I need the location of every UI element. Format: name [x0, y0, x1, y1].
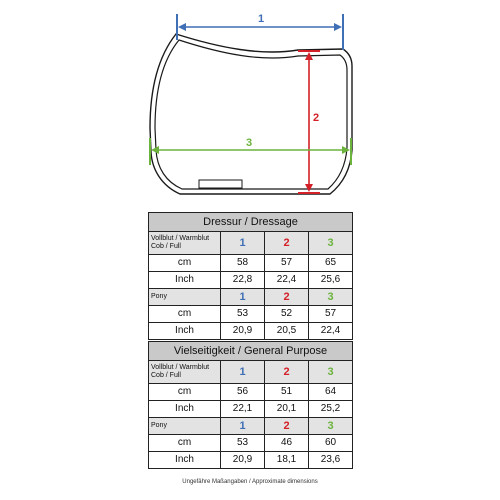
value-cell: 18,1 [265, 452, 309, 469]
unit-cell: Inch [149, 401, 221, 418]
unit-cell: cm [149, 435, 221, 452]
value-cell: 53 [221, 435, 265, 452]
table-title: Vielseitigkeit / General Purpose [149, 342, 353, 361]
dressage-size-table [148, 212, 353, 340]
dimension-3-label: 3 [245, 137, 253, 149]
column-1-header: 1 [221, 361, 265, 384]
value-cell: 25,6 [309, 272, 353, 289]
column-1-header: 1 [221, 289, 265, 306]
unit-cell: Inch [149, 272, 221, 289]
value-cell: 46 [265, 435, 309, 452]
column-2-header: 2 [265, 232, 309, 255]
size-group-label: Pony [149, 289, 221, 306]
saddle-pad-diagram [0, 0, 500, 205]
column-2-header: 2 [265, 418, 309, 435]
value-cell: 65 [309, 255, 353, 272]
saddle-pad-outline [150, 34, 352, 194]
unit-cell: cm [149, 306, 221, 323]
general-purpose-size-table [148, 341, 353, 469]
label-patch [199, 180, 242, 188]
value-cell: 60 [309, 435, 353, 452]
column-1-header: 1 [221, 418, 265, 435]
value-cell: 23,6 [309, 452, 353, 469]
dimension-1-label: 1 [257, 13, 265, 25]
table-title: Dressur / Dressage [149, 213, 353, 232]
value-cell: 51 [265, 384, 309, 401]
column-3-header: 3 [309, 361, 353, 384]
value-cell: 64 [309, 384, 353, 401]
value-cell: 22,1 [221, 401, 265, 418]
value-cell: 53 [221, 306, 265, 323]
value-cell: 56 [221, 384, 265, 401]
table-row [149, 452, 353, 469]
value-cell: 22,4 [309, 323, 353, 340]
unit-cell: Inch [149, 452, 221, 469]
value-cell: 25,2 [309, 401, 353, 418]
value-cell: 58 [221, 255, 265, 272]
table-row [149, 272, 353, 289]
value-cell: 20,9 [221, 323, 265, 340]
value-cell: 22,4 [265, 272, 309, 289]
value-cell: 22,8 [221, 272, 265, 289]
column-3-header: 3 [309, 418, 353, 435]
value-cell: 52 [265, 306, 309, 323]
footnote: Ungefähre Maßangaben / Approximate dimensions [182, 479, 318, 485]
table-row [149, 323, 353, 340]
value-cell: 20,9 [221, 452, 265, 469]
column-2-header: 2 [265, 289, 309, 306]
size-group-label: Vollblut / Warmblut Cob / Full [149, 361, 221, 384]
dimension-2-label: 2 [313, 112, 320, 124]
unit-cell: Inch [149, 323, 221, 340]
value-cell: 57 [309, 306, 353, 323]
table-row [149, 306, 353, 323]
column-2-header: 2 [265, 361, 309, 384]
pad-outer-outline [150, 34, 352, 194]
size-group-label: Vollblut / Warmblut Cob / Full [149, 232, 221, 255]
value-cell: 20,5 [265, 323, 309, 340]
size-group-label: Pony [149, 418, 221, 435]
table-row [149, 435, 353, 452]
unit-cell: cm [149, 255, 221, 272]
table-row [149, 255, 353, 272]
table-row [149, 401, 353, 418]
value-cell: 57 [265, 255, 309, 272]
table-row [149, 384, 353, 401]
column-1-header: 1 [221, 232, 265, 255]
column-3-header: 3 [309, 289, 353, 306]
unit-cell: cm [149, 384, 221, 401]
column-3-header: 3 [309, 232, 353, 255]
value-cell: 20,1 [265, 401, 309, 418]
